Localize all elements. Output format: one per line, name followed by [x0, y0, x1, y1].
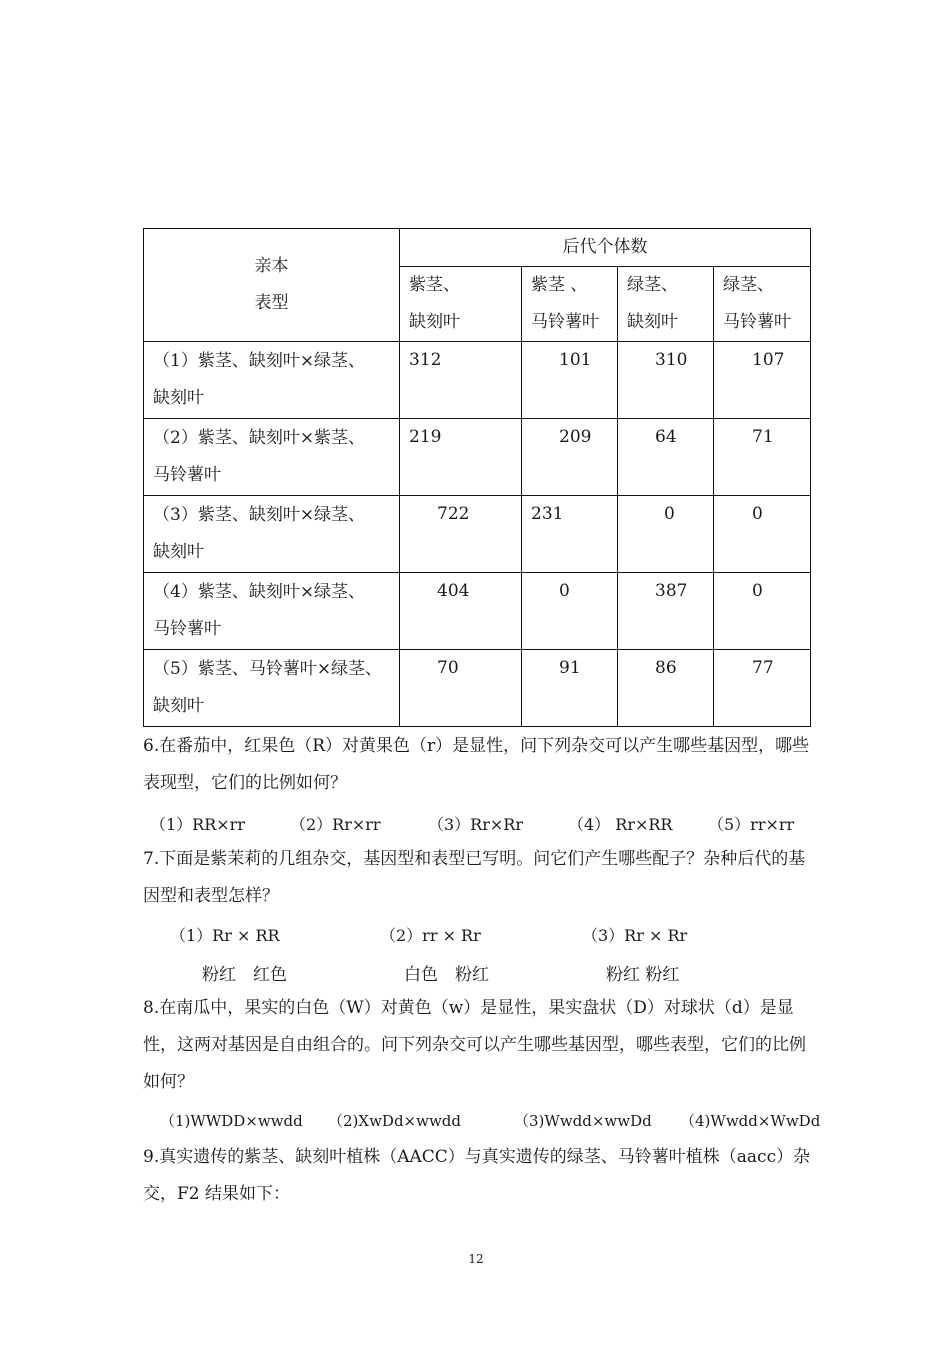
table-cell: 0 — [714, 496, 811, 573]
table-cell: 209 — [522, 419, 618, 496]
table-cell: 219 — [400, 419, 522, 496]
table-cell: 91 — [522, 650, 618, 727]
table-row — [144, 573, 811, 650]
table-cell: 0 — [522, 573, 618, 650]
table-cell: 310 — [618, 342, 714, 419]
table-row — [144, 650, 811, 727]
question-6-text: 6.在番茄中，红果色（R）对黄果色（r）是显性，问下列杂交可以产生哪些基因型，哪些表现型，它们的比例如何？ — [143, 736, 810, 793]
table-cell: 107 — [714, 342, 811, 419]
subheader-2: 紫茎 、 马铃薯叶 — [522, 267, 618, 342]
q7-phenotype-1: 粉红 红色 — [202, 965, 287, 985]
question-7-text: 7.下面是紫茉莉的几组杂交，基因型和表型已写明。问它们产生哪些配子？杂种后代的基因型和表型怎样？ — [143, 849, 806, 906]
table-cell: 722 — [400, 496, 522, 573]
header-offspring-count: 后代个体数 — [400, 229, 811, 267]
row-label: （5）紫茎、马铃薯叶×绿茎、 缺刻叶 — [144, 650, 400, 727]
table-cell: 70 — [400, 650, 522, 727]
table-cell: 312 — [400, 342, 522, 419]
subheader-3: 绿茎、 缺刻叶 — [618, 267, 714, 342]
table-cell: 387 — [618, 573, 714, 650]
q7-cross-3: （3）Rr × Rr — [582, 926, 688, 945]
table-cell: 0 — [714, 573, 811, 650]
q6-cross-4: （4） Rr×RR — [568, 815, 673, 834]
offspring-table — [143, 228, 811, 727]
table-cell: 64 — [618, 419, 714, 496]
q7-cross-2: （2）rr × Rr — [380, 926, 481, 945]
table-cell: 231 — [522, 496, 618, 573]
table-cell: 77 — [714, 650, 811, 727]
table-cell: 404 — [400, 573, 522, 650]
question-8-text: 8.在南瓜中，果实的白色（W）对黄色（w）是显性，果实盘状（D）对球状（d）是显性，这两对基因是自由组合的。问下列杂交可以产生哪些基因型，哪些表型，它们的比例如何？ — [143, 998, 806, 1092]
row-label: （2）紫茎、缺刻叶×紫茎、 马铃薯叶 — [144, 419, 400, 496]
table-row — [144, 342, 811, 419]
q8-cross-4: （4)Wwdd×WwDd — [680, 1112, 821, 1130]
q8-cross-2: （2)XwDd×wwdd — [328, 1112, 461, 1130]
q6-cross-2: （2）Rr×rr — [290, 815, 381, 834]
page-number: 12 — [468, 1252, 484, 1266]
q6-cross-5: （5）rr×rr — [708, 815, 795, 834]
q7-cross-1: （1）Rr × RR — [170, 926, 280, 945]
table-cell: 0 — [618, 496, 714, 573]
row-label: （4）紫茎、缺刻叶×绿茎、 马铃薯叶 — [144, 573, 400, 650]
row-label: （3）紫茎、缺刻叶×绿茎、 缺刻叶 — [144, 496, 400, 573]
question-9-text: 9.真实遗传的紫茎、缺刻叶植株（AACC）与真实遗传的绿茎、马铃薯叶植株（aacc）杂交，F2 结果如下： — [143, 1147, 811, 1204]
header-parent-phenotype: 亲本 表型 — [144, 229, 400, 342]
subheader-1: 紫茎、 缺刻叶 — [400, 267, 522, 342]
q7-phenotype-3: 粉红 粉红 — [606, 965, 680, 985]
subheader-4: 绿茎、 马铃薯叶 — [714, 267, 811, 342]
q7-phenotype-2: 白色 粉红 — [404, 965, 489, 985]
q8-cross-1: （1)WWDD×wwdd — [160, 1112, 303, 1130]
table-cell: 71 — [714, 419, 811, 496]
q6-cross-3: （3）Rr×Rr — [428, 815, 523, 834]
table-cell: 101 — [522, 342, 618, 419]
table-row — [144, 419, 811, 496]
row-label: （1）紫茎、缺刻叶×绿茎、 缺刻叶 — [144, 342, 400, 419]
table-cell: 86 — [618, 650, 714, 727]
q6-cross-1: （1）RR×rr — [150, 815, 245, 834]
q8-cross-3: （3)Wwdd×wwDd — [514, 1112, 652, 1130]
table-row — [144, 496, 811, 573]
